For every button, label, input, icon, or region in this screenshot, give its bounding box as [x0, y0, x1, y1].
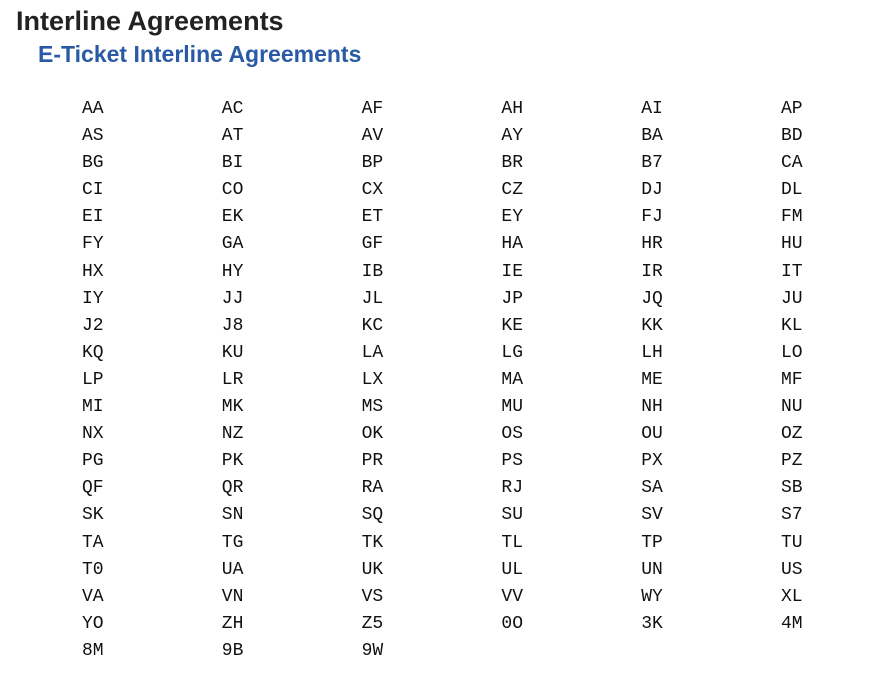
airline-code: BD [780, 126, 803, 147]
airline-code: JP [501, 288, 523, 309]
airline-code: KC [361, 315, 384, 336]
airline-code: XL [780, 586, 803, 607]
airline-code: 4M [780, 613, 803, 634]
airline-code: AF [361, 99, 384, 119]
airline-code: VN [221, 586, 244, 607]
airline-code: LH [641, 342, 663, 363]
airline-code: KE [501, 315, 523, 336]
airline-code: TG [221, 532, 244, 553]
airline-code: LP [82, 369, 104, 390]
airline-code: UA [221, 559, 244, 580]
airline-code: EY [501, 207, 523, 228]
airline-code: GF [361, 234, 384, 255]
airline-code: HA [501, 234, 523, 255]
airline-code: FY [82, 234, 104, 255]
airline-code: OS [501, 424, 523, 445]
airline-code: AP [780, 99, 803, 119]
airline-code: PX [641, 451, 663, 472]
airline-code: OZ [780, 424, 803, 445]
airline-code: YO [82, 613, 104, 634]
airline-code: NX [82, 424, 104, 445]
airline-code: NU [780, 397, 803, 418]
airline-code: PK [221, 451, 244, 472]
airline-code: IY [82, 288, 104, 309]
airline-code: LR [221, 369, 244, 390]
airline-code: CO [221, 180, 244, 201]
airline-code: MI [82, 397, 104, 418]
airline-code: CI [82, 180, 104, 201]
airline-code: VS [361, 586, 384, 607]
airline-code: BR [501, 153, 523, 174]
airline-code: J2 [82, 315, 104, 336]
airline-code: B7 [641, 153, 663, 174]
airline-code: KQ [82, 342, 104, 363]
airline-code: MF [780, 369, 803, 390]
airline-code: S7 [780, 505, 803, 526]
airline-code: CZ [501, 180, 523, 201]
airline-code: HY [221, 261, 244, 282]
airline-code: EK [221, 207, 244, 228]
airline-code: PR [361, 451, 384, 472]
airline-code: BA [641, 126, 663, 147]
airline-code: LG [501, 342, 523, 363]
airline-code: DJ [641, 180, 663, 201]
airline-code: J8 [221, 315, 244, 336]
airline-code: RJ [501, 478, 523, 499]
airline-code: MU [501, 397, 523, 418]
airline-code: FM [780, 207, 803, 228]
airline-code: 3K [641, 613, 663, 634]
airline-code: PG [82, 451, 104, 472]
airline-code: BI [221, 153, 244, 174]
airline-code: PZ [780, 451, 803, 472]
airline-code: AV [361, 126, 384, 147]
airline-code: IE [501, 261, 523, 282]
airline-code: AT [221, 126, 244, 147]
airline-code: IT [780, 261, 803, 282]
airline-code: LX [361, 369, 384, 390]
airline-code: SV [641, 505, 663, 526]
airline-code: PS [501, 451, 523, 472]
airline-code: HX [82, 261, 104, 282]
airline-code: ZH [221, 613, 244, 634]
airline-code: HU [780, 234, 803, 255]
airline-code: SK [82, 505, 104, 526]
airline-code: TP [641, 532, 663, 553]
airline-code: VA [82, 586, 104, 607]
airline-code: AC [221, 99, 244, 119]
airline-code: CX [361, 180, 384, 201]
airline-code: KK [641, 315, 663, 336]
airline-code: Z5 [361, 613, 384, 634]
airline-code: LA [361, 342, 384, 363]
airline-code: SU [501, 505, 523, 526]
airline-code: BP [361, 153, 384, 174]
airline-code: SQ [361, 505, 384, 526]
airline-code: 9B [221, 640, 244, 661]
airline-code: AS [82, 126, 104, 147]
airline-code: JU [780, 288, 803, 309]
airline-code: JL [361, 288, 384, 309]
airline-code: 0O [501, 613, 523, 634]
airline-code: HR [641, 234, 663, 255]
airline-code: IB [361, 261, 384, 282]
airline-code: WY [641, 586, 663, 607]
airline-code: SA [641, 478, 663, 499]
page-title: Interline Agreements [16, 6, 284, 36]
airline-code: FJ [641, 207, 663, 228]
airline-code: UK [361, 559, 384, 580]
airline-code: 9W [361, 640, 384, 661]
airline-code: JQ [641, 288, 663, 309]
airline-code: TK [361, 532, 384, 553]
airline-code: AI [641, 99, 663, 119]
airline-code: SN [221, 505, 244, 526]
airline-code: AY [501, 126, 523, 147]
airline-code: 8M [82, 640, 104, 661]
airline-code: AA [82, 99, 104, 119]
airline-code: UL [501, 559, 523, 580]
airline-code: CA [780, 153, 803, 174]
airline-code: KU [221, 342, 244, 363]
airline-code: ME [641, 369, 663, 390]
airline-code: TU [780, 532, 803, 553]
airline-codes-grid [82, 96, 880, 665]
page-subtitle: E-Ticket Interline Agreements [38, 41, 362, 67]
airline-code: US [780, 559, 803, 580]
airline-code: MA [501, 369, 523, 390]
airline-code: KL [780, 315, 803, 336]
airline-code: OK [361, 424, 384, 445]
airline-code: AH [501, 99, 523, 119]
airline-code: IR [641, 261, 663, 282]
airline-code: TA [82, 532, 104, 553]
airline-code: BG [82, 153, 104, 174]
airline-code: DL [780, 180, 803, 201]
airline-code: NH [641, 397, 663, 418]
airline-code: LO [780, 342, 803, 363]
airline-code: MS [361, 397, 384, 418]
airline-code: RA [361, 478, 384, 499]
airline-code: SB [780, 478, 803, 499]
airline-code: TL [501, 532, 523, 553]
airline-code: JJ [221, 288, 244, 309]
airline-code: UN [641, 559, 663, 580]
airline-code: GA [221, 234, 244, 255]
airline-code: MK [221, 397, 244, 418]
airline-code: ET [361, 207, 384, 228]
airline-code: QR [221, 478, 244, 499]
airline-code: T0 [82, 559, 104, 580]
airline-code: QF [82, 478, 104, 499]
airline-code: NZ [221, 424, 244, 445]
airline-code: EI [82, 207, 104, 228]
airline-code: OU [641, 424, 663, 445]
airline-code: VV [501, 586, 523, 607]
